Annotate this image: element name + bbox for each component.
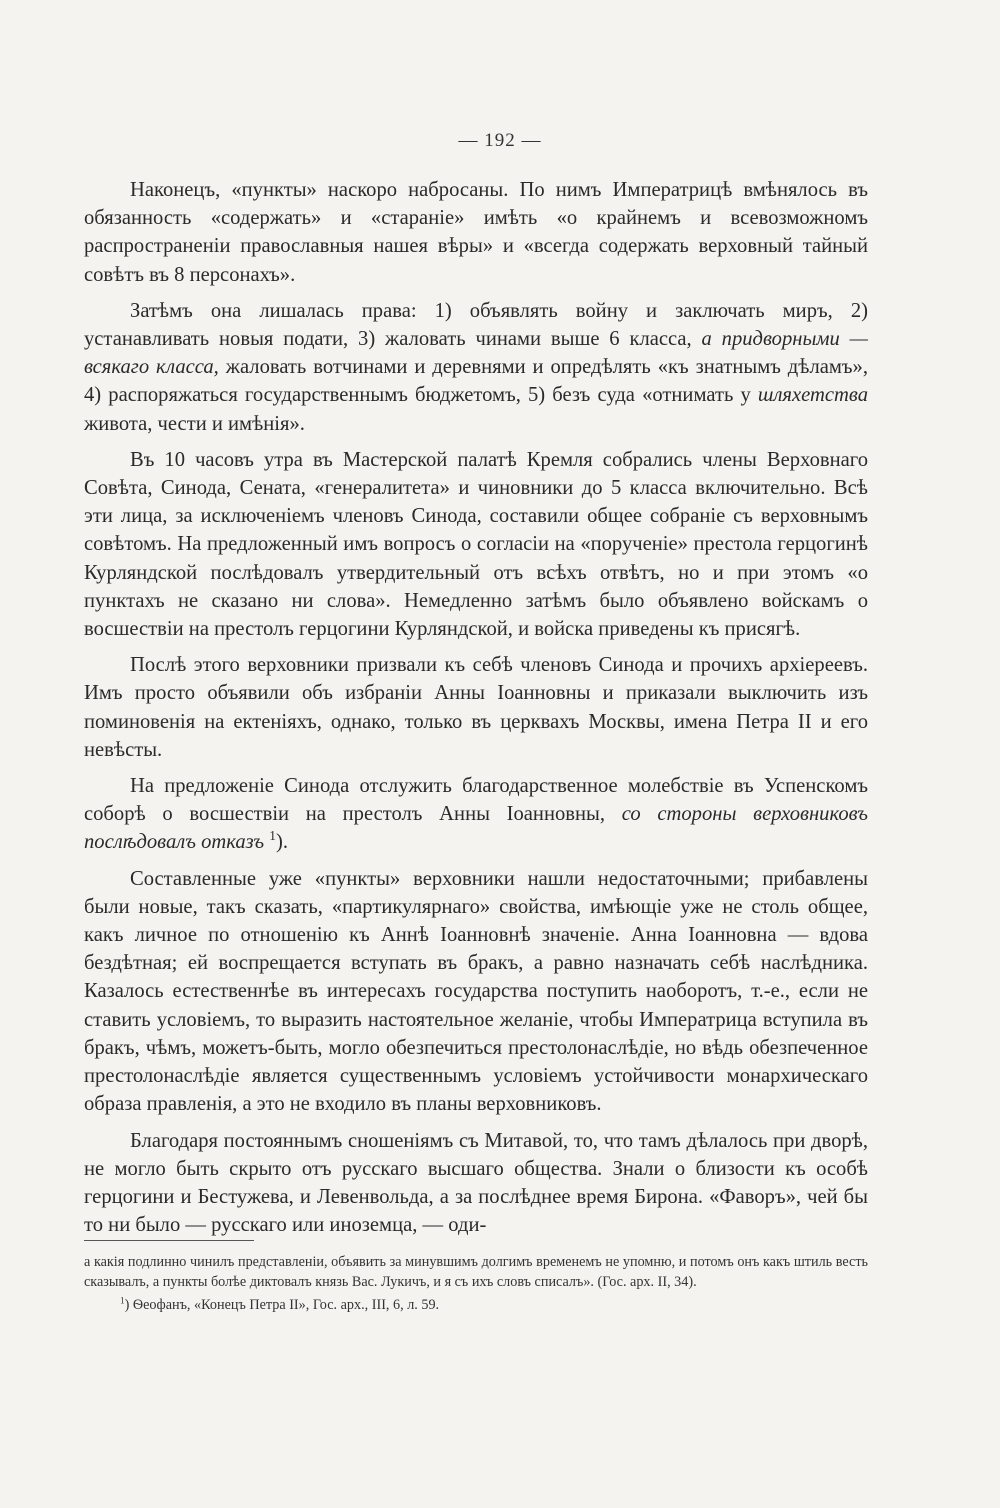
paragraph-3: Въ 10 часовъ утра въ Мастерской палатѣ Кремля собрались члены Верховнаго Совѣта, Синода, Сената, «генералитета» и чиновники до 5 класса включительно. Всѣ эти лица, за исключеніемъ членовъ Синода, составили общее собраніе съ верховнымъ совѣтомъ. На предложенный имъ вопросъ о согласіи на «порученіе» престола герцогинѣ Курляндской послѣдовалъ утвердительный отъ всѣхъ отвѣтъ, но и при этомъ «о пунктахъ не сказано ни слова». Немедленно затѣмъ было объявлено войскамъ о восшествіи на престолъ герцогини Курляндской, и войска приведены къ присягѣ. [84, 448, 868, 641]
footnotes [84, 1252, 868, 1318]
paragraph-2-italic-b: шляхетства [757, 384, 868, 407]
footnote-1-mark: 1 [120, 1295, 125, 1306]
paragraph-5-part-c: ). [275, 831, 288, 854]
footnote-1-text: ) Ѳеофанъ, «Конецъ Петра II», Гос. арх., III, 6, л. 59. [124, 1297, 440, 1313]
paragraph-7: Благодаря постояннымъ сношеніямъ съ Митавой, то, что тамъ дѣлалось при дворѣ, не могло быть скрыто отъ русскаго высшаго общества. Знали о близости къ особѣ герцогини и Бестужева, и Левенвольда, а за послѣднее время Бирона. «Фаворъ», чей бы то ни было — русскаго или иноземца, — оди- [84, 1129, 868, 1237]
paragraph-2-part-e: живота, чести и имѣнія». [84, 412, 305, 435]
paragraph-1: Наконецъ, «пункты» наскоро набросаны. По нимъ Императрицѣ вмѣнялось въ обязанность «содержать» и «стараніе» имѣть «о крайнемъ и всевозможномъ распространеніи православныя нашея вѣры» и «всегда содержать верховный тайный совѣтъ въ 8 персонахъ». [84, 179, 868, 286]
paragraph-6: Составленные уже «пункты» верховники нашли недостаточными; прибавлены были новые, такъ сказать, «партикулярнаго» свойства, имѣющіе уже не столь общее, какъ личное по отношенію къ Аннѣ Іоанновнѣ значеніе. Анна Іоанновна — вдова бездѣтная; ей воспрещается вступать въ бракъ, а равно назначать себѣ наслѣдника. Казалось естественнѣе въ интересахъ государства поступить наоборотъ, т.-е., если не ставить условіемъ, то выразить настоятельное желаніе, чтобы Императрица вступила въ бракъ, чѣмъ, можетъ-быть, могло обезпечиться престолонаслѣдіе, но вѣдь обезпеченное престолонаслѣдіе является существеннымъ условіемъ устойчивости монархическаго образа правленія, а это не входило въ планы верховниковъ. [84, 867, 868, 1116]
paragraph-5 [84, 772, 868, 857]
main-text [84, 176, 868, 1247]
paragraph-4: Послѣ этого верховники призвали къ себѣ членовъ Синода и прочихъ архіереевъ. Имъ просто объявили объ избраніи Анны Іоанновны и приказали выключить изъ поминовенія на ектеніяхъ, однако, только въ церквахъ Москвы, имена Петра II и его невѣсты. [84, 654, 868, 761]
footnote-separator [84, 1240, 254, 1241]
footnote-1 [84, 1295, 868, 1315]
page-number: — 192 — [458, 130, 542, 151]
paragraph-5-italic: со стороны верховниковъ послѣдовалъ отказъ [84, 803, 868, 854]
paragraph-2 [84, 297, 868, 438]
paragraph-2-part-c: жаловать вотчинами и деревнями и опредѣлять «къ знатнымъ дѣламъ», 4) распоряжаться государственнымъ бюджетомъ, 5) безъ суда «отнимать у [84, 356, 869, 407]
paragraph-5-part-a: На предложеніе Синода отслужить благодарственное молебствіе въ Успенскомъ соборѣ о восшествіи на престолъ Анны Іоанновны, [84, 775, 868, 826]
footnote-ref-1: 1 [269, 828, 276, 844]
footnote-continuation: а какія подлинно чинилъ представленіи, объявить за минувшимъ долгимъ временемъ не упомню, и потомъ онъ какъ штиль весть сказывалъ, а пункты болѣе диктовалъ князь Вас. Лукичъ, и я съ ихъ словъ списалъ». (Гос. арх. II, 34). [84, 1254, 868, 1290]
paragraph-2-part-a: Затѣмъ она лишалась права: 1) объявлять войну и заключать миръ, 2) устанавливать новыя подати, 3) жаловать чинами выше 6 класса, [84, 299, 868, 351]
paragraph-2-italic-a: а придворными — всякаго класса, [84, 328, 868, 379]
